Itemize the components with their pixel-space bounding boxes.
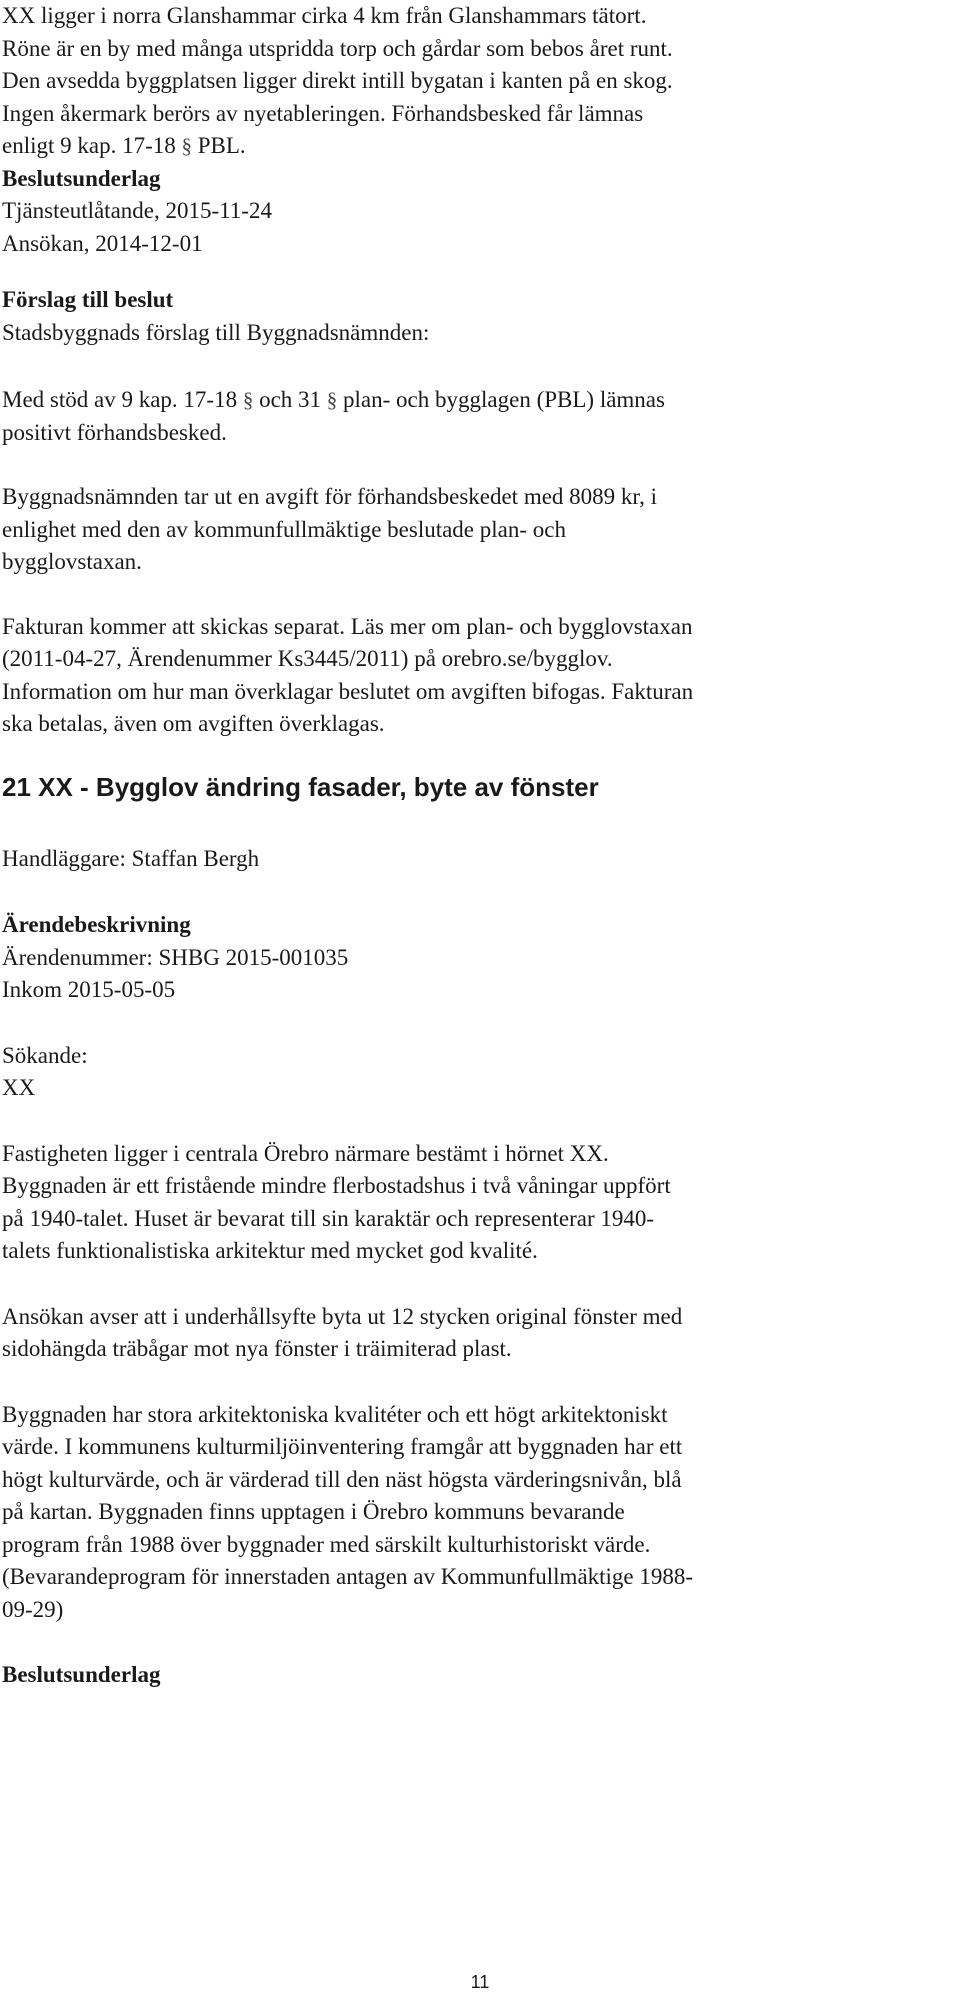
section-symbol: § — [181, 134, 192, 158]
text-line: Byggnaden har stora arkitektoniska kvalitéter och ett högt arkitektoniskt — [2, 1401, 668, 1427]
section-symbol: § — [326, 388, 338, 412]
text-line: enligt 9 kap. 17-18 § PBL. — [2, 133, 246, 158]
text-line: 09-29) — [2, 1596, 64, 1622]
intro-paragraph — [2, 0, 960, 163]
text-line: Fakturan kommer att skickas separat. Läs mer om plan- och bygglovstaxan — [2, 613, 693, 639]
text-line: (Bevarandeprogram för innerstaden antagen av Kommunfullmäktige 1988- — [2, 1564, 694, 1589]
text-line: sidohängda träbågar mot nya fönster i träimiterad plast. — [2, 1336, 512, 1361]
arendenummer: Ärendenummer: SHBG 2015-001035 — [2, 944, 349, 970]
case-21-section — [2, 771, 960, 1692]
text-line: på kartan. Byggnaden finns upptagen i Örebro kommuns bevarande — [2, 1499, 625, 1524]
section-heading: Förslag till beslut — [2, 287, 174, 312]
section-heading: Ärendebeskrivning — [2, 912, 191, 937]
text-line: enlighet med den av kommunfullmäktige beslutade plan- och — [2, 516, 566, 542]
section-heading: Beslutsunderlag — [2, 165, 161, 191]
beslutsunderlag-section — [2, 163, 960, 261]
text-line: Ansökan avser att i underhållsyfte byta ut 12 stycken original fönster med — [2, 1303, 683, 1329]
text-line: program från 1988 över byggnader med särskilt kulturhistoriskt värde. — [2, 1531, 651, 1557]
text-line: talets funktionalistiska arkitektur med mycket god kvalité. — [2, 1238, 538, 1263]
text-line: värde. I kommunens kulturmiljöinventering framgår att byggnaden har ett — [2, 1434, 683, 1459]
text-line: Den avsedda byggplatsen ligger direkt intill bygatan i kanten på en skog. — [2, 68, 673, 93]
text-line: ska betalas, även om avgiften överklagas. — [2, 711, 385, 736]
section-symbol: § — [242, 388, 254, 412]
list-item: Ansökan, 2014-12-01 — [2, 230, 203, 256]
text-line: Byggnaden är ett fristående mindre flerbostadshus i två våningar uppfört — [2, 1173, 671, 1198]
handlaggare: Handläggare: Staffan Bergh — [2, 845, 260, 871]
section-heading: Beslutsunderlag — [2, 1662, 161, 1687]
inkom-date: Inkom 2015-05-05 — [2, 977, 176, 1002]
sokande-label: Sökande: — [2, 1042, 88, 1068]
text-line: högt kulturvärde, och är värderad till den näst högsta värderingsnivån, blå — [2, 1466, 682, 1492]
text-line: (2011-04-27, Ärendenummer Ks3445/2011) på orebro.se/bygglov. — [2, 646, 613, 671]
text-line: Information om hur man överklagar beslutet om avgiften bifogas. Fakturan — [2, 678, 694, 704]
text-line: Röne är en by med många utspridda torp och gårdar som bebos året runt. — [2, 35, 673, 61]
text-line: på 1940-talet. Huset är bevarat till sin karaktär och representerar 1940- — [2, 1205, 655, 1231]
case-title: 21 XX - Bygglov ändring fasader, byte av fönster — [2, 771, 599, 802]
list-item: Tjänsteutlåtande, 2015-11-24 — [2, 198, 272, 223]
text-line: positivt förhandsbesked. — [2, 419, 227, 445]
section-subheading: Stadsbyggnads förslag till Byggnadsnämnden: — [2, 319, 430, 345]
text-line: Fastigheten ligger i centrala Örebro närmare bestämt i hörnet XX. — [2, 1140, 609, 1166]
text-line: XX ligger i norra Glanshammar cirka 4 km från Glanshammars tätort. — [2, 3, 647, 28]
text-line: Byggnadsnämnden tar ut en avgift för förhandsbeskedet med 8089 kr, i — [2, 484, 658, 509]
page-number: 11 — [470, 1972, 490, 1992]
text-line: Ingen åkermark berörs av nyetableringen. Förhandsbesked får lämnas — [2, 100, 644, 126]
text-line: bygglovstaxan. — [2, 549, 142, 574]
sokande-value: XX — [2, 1075, 36, 1100]
forslag-section — [2, 284, 960, 741]
text-line: Med stöd av 9 kap. 17-18 § och 31 § plan- och bygglagen (PBL) lämnas — [2, 387, 665, 412]
